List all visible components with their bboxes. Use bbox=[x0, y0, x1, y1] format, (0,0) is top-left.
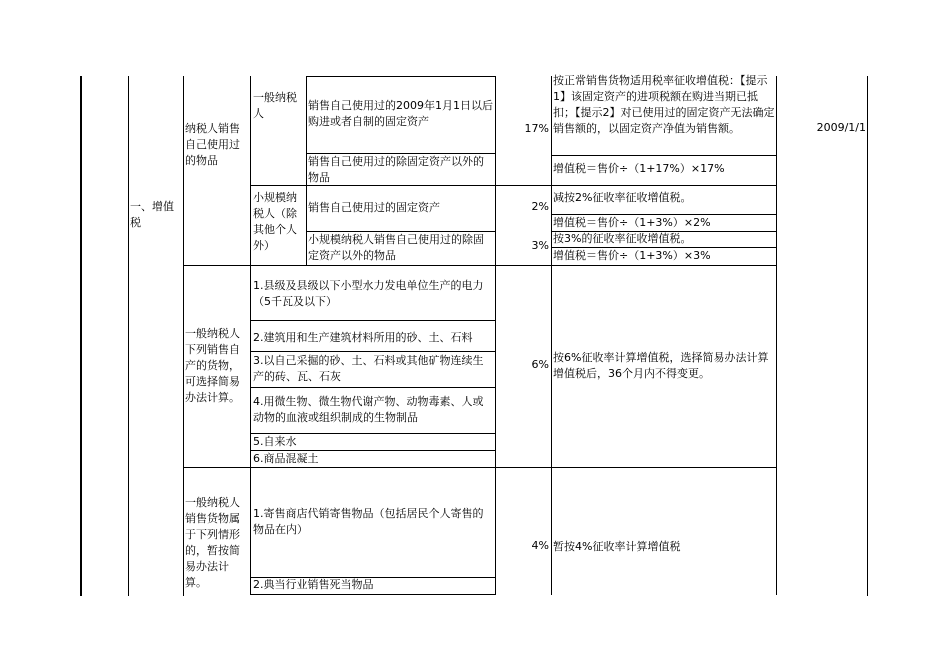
effective-date: 2009/1/1 bbox=[816, 121, 866, 134]
border-top-item bbox=[306, 76, 495, 77]
general-item-1: 销售自己使用过的2009年1月1日以后购进或者自制的固定资产 bbox=[308, 99, 493, 128]
small-note-3: 按3%的征收率征收增值税。 bbox=[553, 232, 692, 245]
section2-title: 一般纳税人下列销售自产的货物，可选择简易办法计算。 bbox=[185, 327, 240, 404]
section2-item-3: 3.以自己采掘的砂、土、石料或其他矿物连续生产的砖、瓦、石灰 bbox=[253, 354, 484, 383]
section2-item-4: 4.用微生物、微生物代谢产物、动物毒素、人或动物的血液或组织制成的生物制品 bbox=[253, 395, 484, 424]
small-rate-1: 2% bbox=[531, 200, 549, 213]
general-note-2: 增值税＝售价÷（1+17%）×17% bbox=[553, 162, 725, 175]
border-right-outer bbox=[867, 76, 868, 596]
small-taxpayer-label: 小规模纳税人（除其他个人外） bbox=[253, 191, 297, 252]
general-rate: 17% bbox=[524, 122, 549, 135]
section1-title: 纳税人销售自己使用过的物品 bbox=[185, 122, 240, 167]
small-note-1: 减按2%征收率征收增值税。 bbox=[553, 191, 692, 204]
border-col-subject bbox=[183, 76, 184, 596]
section2-rate: 6% bbox=[531, 358, 549, 371]
section3-note: 暂按4%征收率计算增值税 bbox=[553, 540, 681, 553]
section2-note: 按6%征收率计算增值税，选择简易办法计算增值税后，36个月内不得变更。 bbox=[553, 351, 769, 380]
small-note-2: 增值税＝售价÷（1+3%）×2% bbox=[553, 216, 711, 229]
border-s2-3 bbox=[250, 387, 495, 388]
border-col-note bbox=[551, 76, 552, 595]
general-taxpayer-label: 一般纳税人 bbox=[253, 91, 297, 120]
section2-item-6: 6.商品混凝土 bbox=[253, 452, 319, 465]
section2-item-5: 5.自来水 bbox=[253, 435, 297, 448]
general-note-1: 按正常销售货物适用税率征收增值税：【提示1】该固定资产的进项税额在购进当期已抵扣；【提示2】对已使用过的固定资产无法确定销售额的，以固定资产净值为销售额。 bbox=[553, 74, 775, 135]
small-rate-2: 3% bbox=[531, 239, 549, 252]
border-col-category bbox=[128, 76, 129, 596]
general-item-2: 销售自己使用过的除固定资产以外的物品 bbox=[308, 155, 484, 184]
section3-rate: 4% bbox=[531, 539, 549, 552]
section3-title: 一般纳税人销售货物属于下列情形的，暂按简易办法计算。 bbox=[185, 496, 240, 589]
border-col-rate bbox=[495, 76, 496, 595]
border-col-item bbox=[306, 76, 307, 265]
border-s2-2 bbox=[250, 351, 495, 352]
small-item-1: 销售自己使用过的固定资产 bbox=[308, 201, 440, 214]
section2-item-2: 2.建筑用和生产建筑材料所用的砂、土、石料 bbox=[253, 331, 473, 344]
section3-item-2: 2.典当行业销售死当物品 bbox=[253, 578, 374, 591]
border-section1-bottom bbox=[183, 265, 776, 266]
border-col-taxpayer bbox=[250, 76, 251, 595]
border-section2-bottom bbox=[183, 467, 776, 468]
small-note-4: 增值税＝售价÷（1+3%）×3% bbox=[553, 249, 711, 262]
section2-item-1: 1.县级及县级以下小型水力发电单位生产的电力（5千瓦及以下） bbox=[253, 279, 484, 308]
border-col-date bbox=[776, 76, 777, 595]
section3-item-1: 1.寄售商店代销寄售物品（包括居民个人寄售的物品在内） bbox=[253, 507, 484, 536]
border-left-outer bbox=[80, 76, 82, 596]
small-item-2: 小规模纳税人销售自己使用过的除固定资产以外的物品 bbox=[308, 233, 484, 262]
border-note-mid bbox=[551, 155, 776, 156]
border-s2-1 bbox=[250, 320, 495, 321]
category-label: 一、增值税 bbox=[130, 200, 174, 229]
border-s3-2 bbox=[250, 594, 495, 595]
